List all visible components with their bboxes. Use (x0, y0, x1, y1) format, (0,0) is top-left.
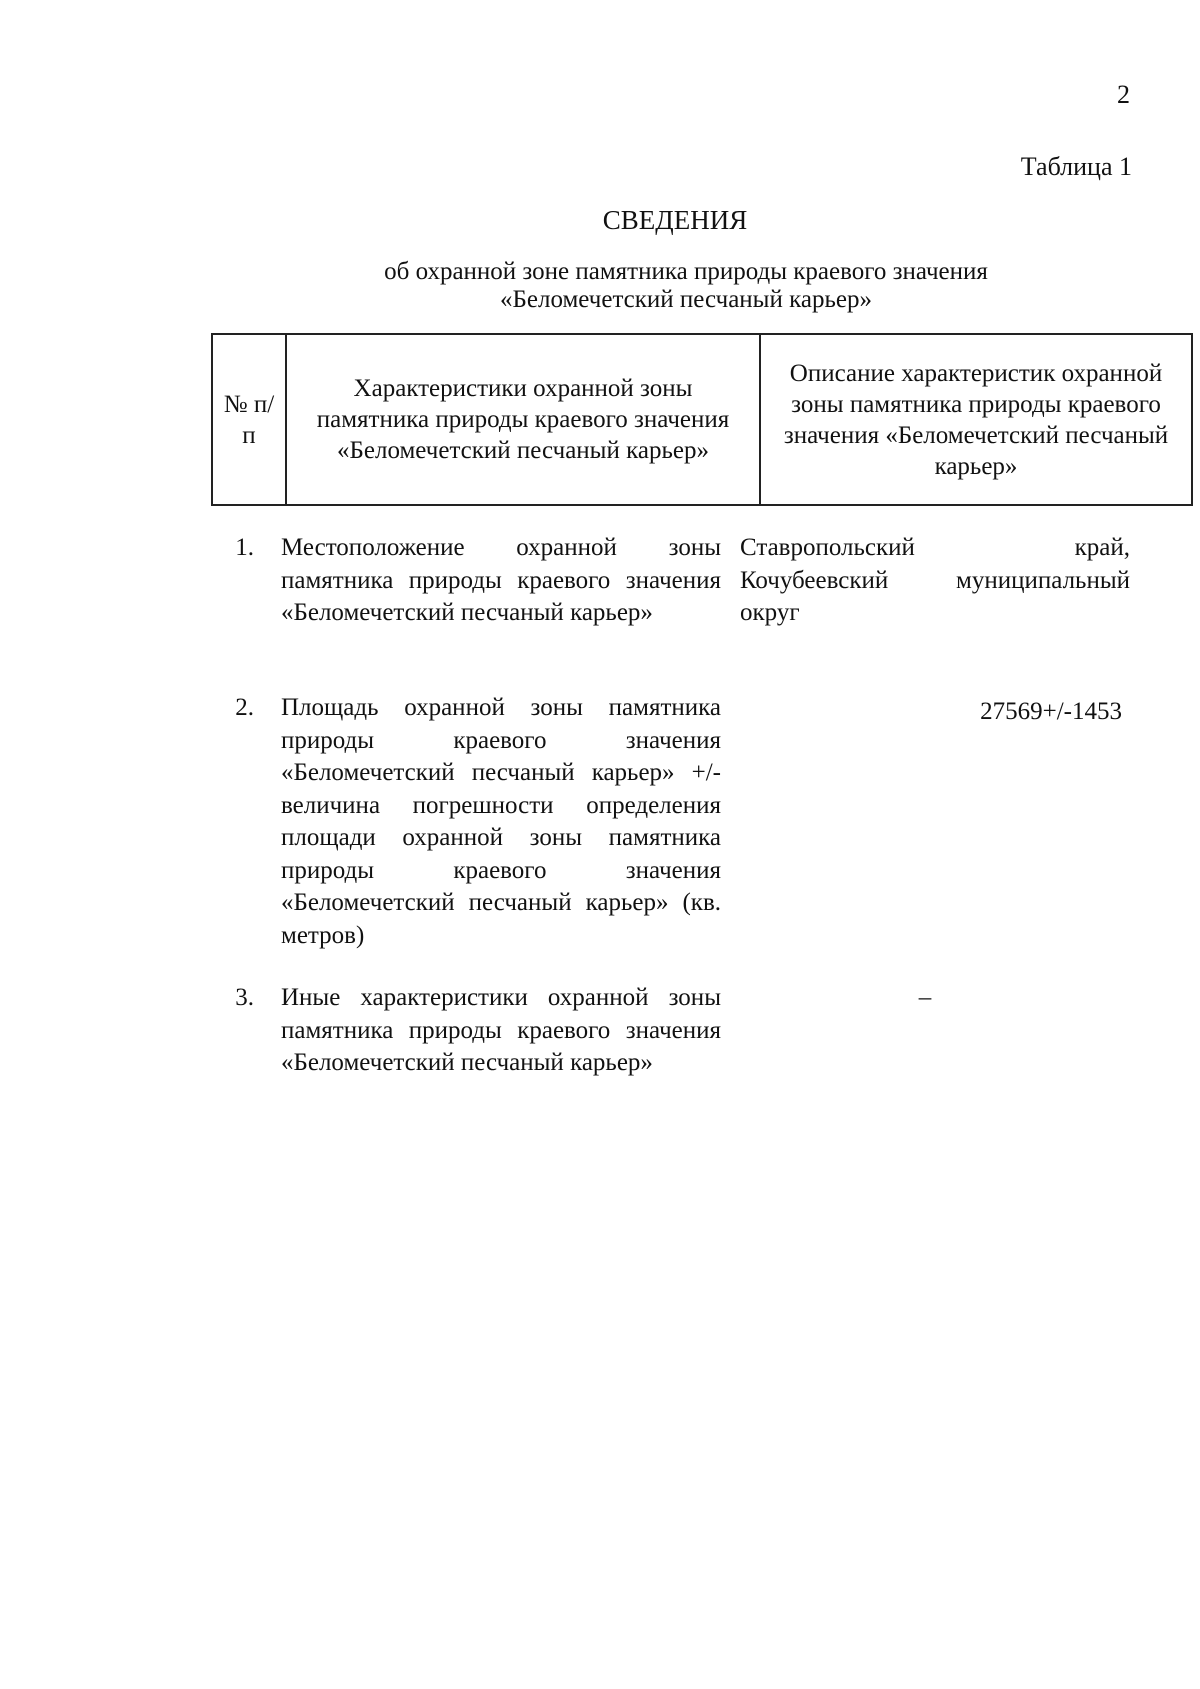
subtitle-line-2: «Беломечетский песчаный карьер» (500, 286, 872, 313)
page-number: 2 (1117, 80, 1130, 109)
row-number: 2. (235, 694, 254, 721)
document-title: СВЕДЕНИЯ (602, 205, 748, 235)
row-description: Ставропольский край, Кочубеевский муниципальный округ (740, 534, 1130, 626)
subtitle-line-1: об охранной зоне памятника природы краевого значения (384, 258, 988, 285)
header-description-cell: Описание характеристик охранной зоны памятника природы краевого значения «Беломечетский песчаный карьер» (760, 334, 1192, 505)
table-header (211, 333, 1193, 506)
document-subtitle (336, 258, 1036, 314)
header-characteristic-cell: Характеристики охранной зоны памятника природы краевого значения «Беломечетский песчаный карьер» (286, 334, 760, 505)
row-number: 1. (235, 534, 254, 561)
row-characteristic: Площадь охранной зоны памятника природы краевого значения «Беломечетский песчаный карьер» +/- величина погрешности определения площади охранной зоны памятника природы краевого значения «Беломечетский песчаный карьер» (кв. метров) (281, 694, 721, 949)
row-description: – (918, 984, 932, 1011)
row-characteristic: Иные характеристики охранной зоны памятника природы краевого значения «Беломечетский песчаный карьер» (281, 984, 721, 1076)
row-characteristic: Местоположение охранной зоны памятника природы краевого значения «Беломечетский песчаный карьер» (281, 534, 721, 626)
row-number: 3. (235, 984, 254, 1011)
header-number-cell: № п/п (212, 334, 286, 505)
table-label: Таблица 1 (1020, 152, 1132, 181)
row-description: 27569+/-1453 (980, 698, 1122, 725)
